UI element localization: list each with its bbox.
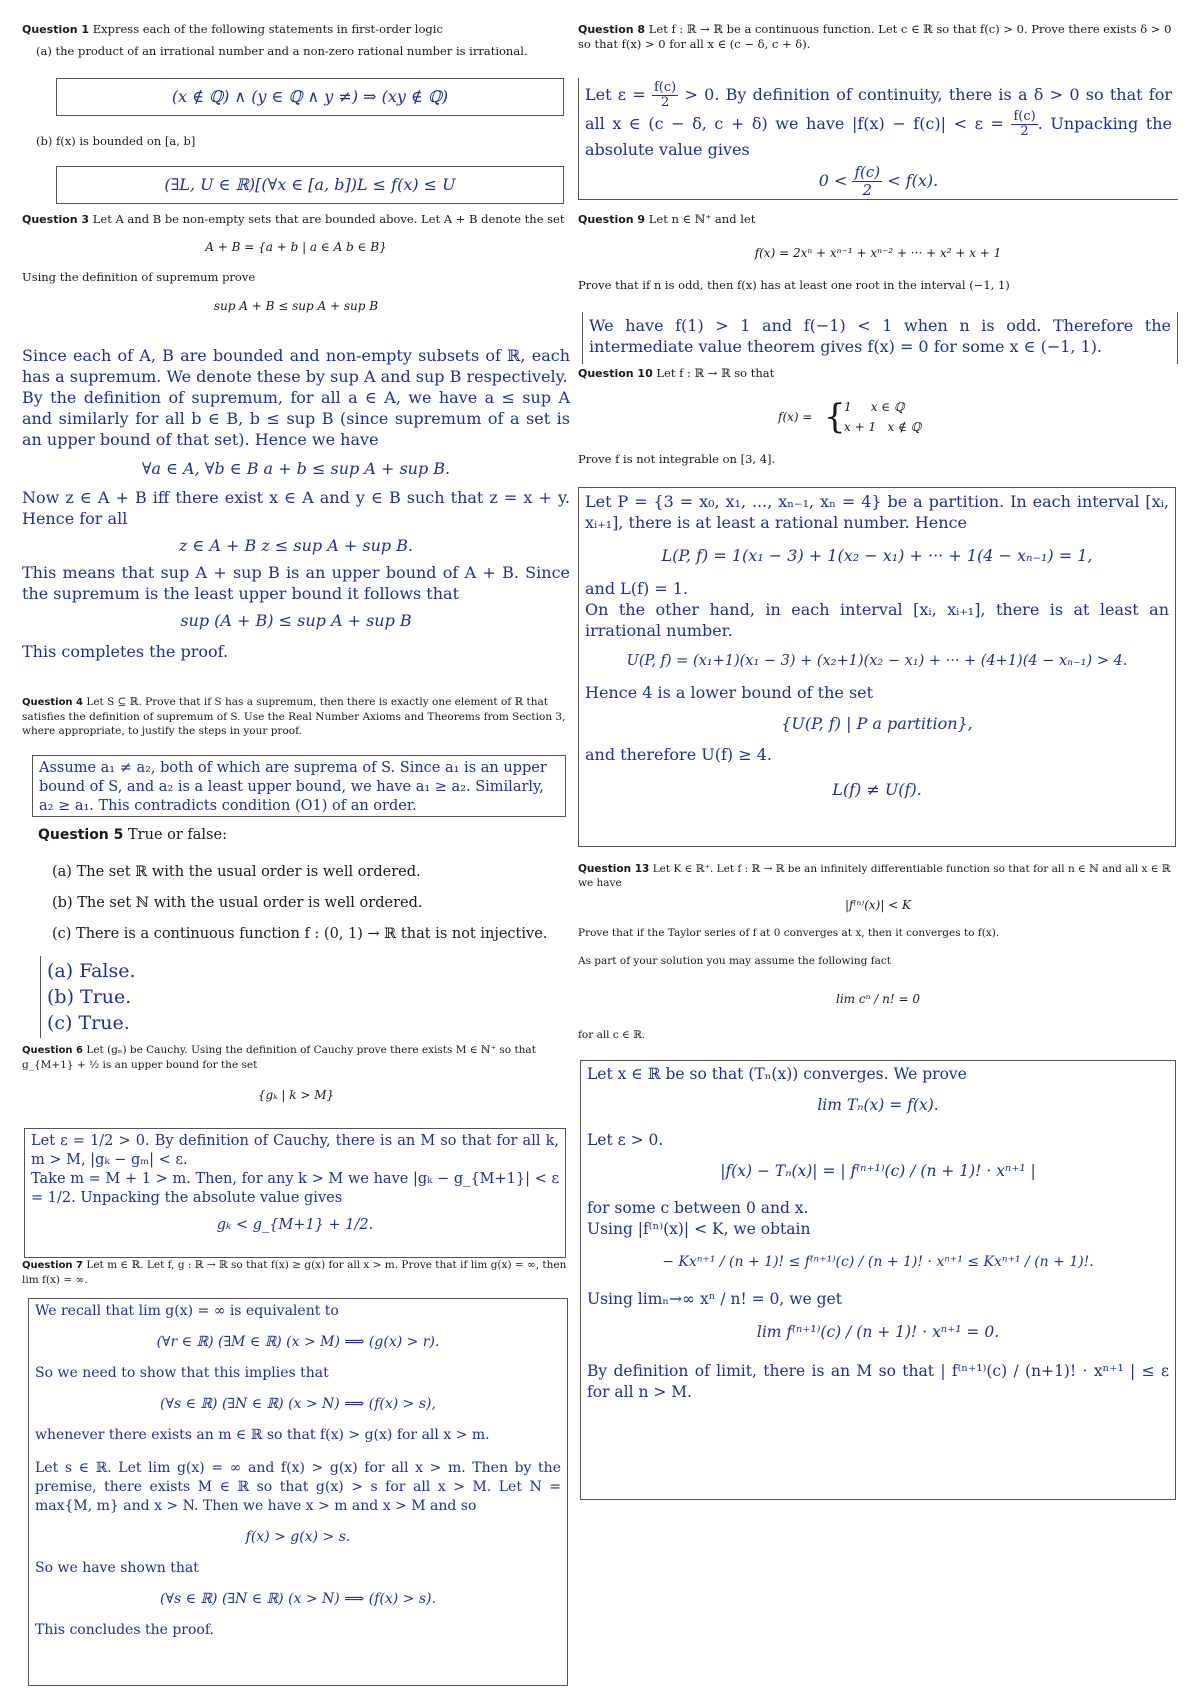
question-7 (22, 1258, 567, 1287)
question-5b: (b) The set ℕ with the usual order is well ordered. (52, 895, 423, 911)
question-6 (22, 1043, 567, 1072)
question-10-p4: Hence 4 is a lower bound of the set (585, 683, 874, 702)
question-9-intro: Let n ∈ ℕ⁺ and let (648, 212, 756, 226)
question-6-intro: Let (gₙ) be Cauchy. Using the definition of Cauchy prove there exists M ∈ ℕ⁺ so that g_{M+1} + ½ is an upper bound for the set (22, 1044, 536, 1071)
question-8-frac2-num: f(c) (1013, 109, 1036, 124)
question-8 (578, 22, 1178, 52)
question-10-p2: and L(f) = 1. (585, 579, 689, 598)
question-10-p3: On the other hand, in each interval [xᵢ, xᵢ₊₁], there is at least an irrational number. (585, 600, 1169, 640)
question-3-using: Using the definition of supremum prove (22, 270, 256, 284)
question-5-answer-a: (a) False. (47, 960, 136, 982)
question-8-frac3-num: f(c) (854, 163, 881, 181)
question-10-intro: Let f : ℝ → ℝ so that (656, 366, 775, 380)
question-7-p1: We recall that lim g(x) = ∞ is equivalent to (35, 1303, 339, 1319)
question-13-assume: As part of your solution you may assume the following fact (578, 955, 891, 967)
question-10-heading: Question 10 (578, 367, 653, 380)
question-13-p6: By definition of limit, there is an M so that | f⁽ⁿ⁺¹⁾(c) / (n+1)! · xⁿ⁺¹ | ≤ ε for all n > M. (587, 1362, 1169, 1401)
question-10-p1: Let P = {3 = x₀, x₁, ..., xₙ₋₁, xₙ = 4} be a partition. In each interval [xᵢ, xᵢ₊₁], there is at least a rational number. Hence (585, 492, 1169, 532)
question-8-answer-box (578, 78, 1178, 200)
question-10-d2: U(P, f) = (x₁+1)(x₁ − 3) + (x₂+1)(x₂ − x₁) + ··· + (4+1)(4 − xₙ₋₁) > 4. (626, 653, 1128, 669)
question-13-d1: lim Tₙ(x) = f(x). (817, 1096, 939, 1114)
question-13-answer-box (580, 1060, 1176, 1500)
question-5c: (c) There is a continuous function f : (0, 1) → ℝ that is not injective. (52, 926, 548, 942)
question-8-frac-num: f(c) (653, 80, 677, 95)
question-13-bound: |f⁽ⁿ⁾(x)| < K (844, 898, 912, 912)
question-6-set: {gₖ | k > M} (257, 1088, 335, 1102)
question-9-definition: f(x) = 2xⁿ + xⁿ⁻¹ + xⁿ⁻² + ··· + x² + x + 1 (754, 246, 1002, 260)
question-5-heading: Question 5 (38, 827, 124, 843)
question-7-d1: (∀r ∈ ℝ) (∃M ∈ ℝ) (x > M) ⟹ (g(x) > r). (156, 1334, 440, 1350)
question-3-d2: z ∈ A + B z ≤ sup A + sup B. (178, 536, 414, 555)
question-9-answer: We have f(1) > 1 and f(−1) < 1 when n is odd. Therefore the intermediate value theorem gives f(x) = 0 for some x ∈ (−1, 1). (589, 316, 1171, 356)
question-8-intro: Let f : ℝ → ℝ be a continuous function. Let c ∈ ℝ so that f(c) > 0. Prove there exists δ > 0 so that f(x) > 0 for all x ∈ (c − δ, c + δ). (578, 22, 1172, 51)
question-10 (578, 366, 1178, 381)
question-7-p4: Let s ∈ ℝ. Let lim g(x) = ∞ and f(x) > g(x) for all x > m. Then by the premise, there exists M ∈ ℝ so that g(x) > s for all x > M. Let N = max{M, m} and x > N. Then we have x > m and x > M and so (35, 1460, 561, 1514)
question-8-frac2-den: 2 (1020, 124, 1029, 139)
question-8-fraction (652, 81, 678, 110)
question-3-p5: This completes the proof. (22, 642, 229, 661)
question-10-p5: and therefore U(f) ≥ 4. (585, 745, 772, 764)
question-7-d2: (∀s ∈ ℝ) (∃N ∈ ℝ) (x > N) ⟹ (f(x) > s), (160, 1396, 436, 1412)
question-5-answer-c: (c) True. (47, 1012, 130, 1034)
question-1 (22, 22, 562, 37)
question-4-answer: Assume a₁ ≠ a₂, both of which are suprema of S. Since a₁ is an upper bound of S, and a₂ is a least upper bound, we have a₁ ≥ a₂. Similarly, a₂ ≥ a₁. This contradicts condition (O1) of an order. (39, 760, 547, 814)
question-3-p4: This means that sup A + sup B is an upper bound of A + B. Since the supremum is the least upper bound it follows that (22, 563, 570, 603)
question-3-heading: Question 3 (22, 213, 90, 226)
question-10-case1: 1 x ∈ ℚ (844, 400, 905, 414)
question-7-intro: Let m ∈ ℝ. Let f, g : ℝ → ℝ so that f(x) ≥ g(x) for all x > m. Prove that if lim g(x) = ∞, then lim f(x) = ∞. (22, 1259, 567, 1286)
question-10-case2: x + 1 x ∉ ℚ (844, 420, 922, 434)
question-3-p3: Now z ∈ A + B iff there exist x ∈ A and y ∈ B such that z = x + y. Hence for all (22, 488, 570, 528)
question-1b: (b) f(x) is bounded on [a, b] (36, 134, 196, 148)
question-13-d2: |f(x) − Tₙ(x)| = | f⁽ⁿ⁺¹⁾(c) / (n + 1)! · xⁿ⁺¹ | (720, 1162, 1036, 1180)
question-3-claim: sup A + B ≤ sup A + sup B (213, 299, 379, 313)
question-13 (578, 862, 1178, 890)
question-13-p2: Let ε > 0. (587, 1131, 664, 1149)
question-3-proof (22, 345, 570, 662)
question-8-p1c: . Unpacking the absolute value gives (585, 114, 1172, 159)
question-3-intro: Let A and B be non-empty sets that are bounded above. Let A + B denote the set (92, 212, 565, 226)
question-13-prove: Prove that if the Taylor series of f at 0 converges at x, then it converges to f(x). (578, 927, 1000, 939)
question-9-answer-box (582, 312, 1178, 364)
question-13-d3: − Kxⁿ⁺¹ / (n + 1)! ≤ f⁽ⁿ⁺¹⁾(c) / (n + 1)! · xⁿ⁺¹ ≤ Kxⁿ⁺¹ / (n + 1)!. (662, 1254, 1094, 1270)
question-3 (22, 212, 570, 227)
question-10-d1: L(P, f) = 1(x₁ − 3) + 1(x₂ − x₁) + ··· + 1(4 − xₙ₋₁) = 1, (661, 546, 1093, 565)
question-3-p1: Since each of A, B are bounded and non-empty subsets of ℝ, each has a supremum. We denote these by sup A and sup B respectively. (22, 346, 570, 386)
question-6-heading: Question 6 (22, 1045, 83, 1056)
question-5a: (a) The set ℝ with the usual order is well ordered. (52, 864, 421, 880)
question-9-prove: Prove that if n is odd, then f(x) has at least one root in the interval (−1, 1) (578, 278, 1010, 292)
question-1b-answer: (∃L, U ∈ ℝ)[(∀x ∈ [a, b])L ≤ f(x) ≤ U (164, 175, 456, 194)
question-8-fraction-3 (852, 164, 882, 199)
question-3-d3: sup (A + B) ≤ sup A + sup B (180, 611, 412, 630)
question-13-fact: lim cⁿ / n! = 0 (836, 992, 920, 1006)
question-5-answer-b: (b) True. (47, 986, 132, 1008)
question-5 (38, 827, 558, 843)
question-8-d1b: < f(x). (887, 171, 939, 190)
question-4 (22, 695, 567, 738)
question-4-answer-box (32, 755, 566, 817)
question-8-fraction-2 (1011, 110, 1037, 139)
question-10-d3: {U(P, f) | P a partition}, (781, 714, 973, 733)
question-10-d4: L(f) ≠ U(f). (832, 780, 922, 799)
question-8-d1a: 0 < (818, 171, 848, 190)
question-1-heading: Question 1 (22, 23, 90, 36)
question-1-intro: Express each of the following statements in first-order logic (92, 22, 443, 36)
question-1b-answer-box (56, 166, 564, 204)
question-9 (578, 212, 1178, 227)
question-13-p1: Let x ∈ ℝ be so that (Tₙ(x)) converges. We prove (587, 1065, 967, 1083)
question-9-heading: Question 9 (578, 213, 646, 226)
question-13-intro: Let K ∈ ℝ⁺. Let f : ℝ → ℝ be an infinitely differentiable function so that for all n ∈ ℕ and all x ∈ ℝ we have (578, 863, 1171, 889)
question-13-d4: lim f⁽ⁿ⁺¹⁾(c) / (n + 1)! · xⁿ⁺¹ = 0. (756, 1323, 1000, 1341)
question-7-d3: f(x) > g(x) > s. (245, 1529, 351, 1545)
question-6-p2: Take m = M + 1 > m. Then, for any k > M we have |gₖ − g_{M+1}| < ε = 1/2. Unpacking the absolute value gives (31, 1171, 559, 1206)
question-7-p3: whenever there exists an m ∈ ℝ so that f(x) > g(x) for all x > m. (35, 1427, 490, 1443)
question-3-p2: By the definition of supremum, for all a ∈ A, we have a ≤ sup A and similarly for all b ∈ B, b ≤ sup B (since supremum of a set is an upper bound of that set). Hence we have (22, 388, 570, 449)
question-7-p6: This concludes the proof. (35, 1622, 214, 1638)
question-8-p1b: > 0. By definition of continuity, there is a δ > 0 so that for all x ∈ (c − δ, c + δ) we have |f(x) − f(c)| < ε = (585, 85, 1172, 133)
question-4-heading: Question 4 (22, 697, 83, 708)
question-3-definition: A + B = {a + b | a ∈ A b ∈ B} (205, 240, 387, 254)
question-10-prove: Prove f is not integrable on [3, 4]. (578, 452, 776, 466)
question-5-items (52, 857, 572, 950)
question-1a-answer: (x ∉ ℚ) ∧ (y ∈ ℚ ∧ y ≠) ⇒ (xy ∉ ℚ) (171, 87, 449, 106)
question-13-p4: Using |f⁽ⁿ⁾(x)| < K, we obtain (587, 1220, 811, 1238)
question-6-d1: gₖ < g_{M+1} + 1/2. (216, 1217, 374, 1233)
question-13-p3: for some c between 0 and x. (587, 1199, 809, 1217)
question-4-intro: Let S ⊆ ℝ. Prove that if S has a supremum, then there is exactly one element of ℝ that satisfies the definition of supremum of S. Use the Real Number Axioms and Theorems from Section 3, where appropriate, to justify the steps in your proof. (22, 696, 566, 737)
question-8-frac3-den: 2 (862, 181, 873, 199)
question-1a-answer-box (56, 78, 564, 116)
question-7-answer-box (28, 1298, 568, 1686)
question-10-answer-box (578, 487, 1176, 847)
question-8-d1 (585, 164, 1172, 199)
question-10-fx: f(x) = (778, 410, 813, 424)
question-10-brace: { (824, 397, 846, 437)
question-8-frac-den: 2 (660, 95, 670, 110)
question-8-p1a: Let ε = (585, 85, 646, 104)
question-13-p5: Using limₙ→∞ xⁿ / n! = 0, we get (587, 1290, 842, 1308)
question-6-p1: Let ε = 1/2 > 0. By definition of Cauchy, there is an M so that for all k, m > M, |gₖ − gₘ| < ε. (31, 1133, 559, 1168)
question-13-forall: for all c ∈ ℝ. (578, 1029, 646, 1041)
question-7-p5: So we have shown that (35, 1560, 199, 1576)
question-5-answer-box (40, 956, 568, 1038)
question-13-heading: Question 13 (578, 863, 650, 875)
question-5-intro: True or false: (128, 827, 227, 843)
question-3-d1: ∀a ∈ A, ∀b ∈ B a + b ≤ sup A + sup B. (141, 459, 451, 478)
question-6-answer-box (24, 1128, 566, 1258)
question-7-p2: So we need to show that this implies that (35, 1365, 329, 1381)
question-7-heading: Question 7 (22, 1260, 83, 1271)
question-8-heading: Question 8 (578, 23, 646, 36)
question-1a: (a) the product of an irrational number and a non-zero rational number is irrational. (36, 44, 528, 58)
question-7-d4: (∀s ∈ ℝ) (∃N ∈ ℝ) (x > N) ⟹ (f(x) > s). (160, 1591, 436, 1607)
